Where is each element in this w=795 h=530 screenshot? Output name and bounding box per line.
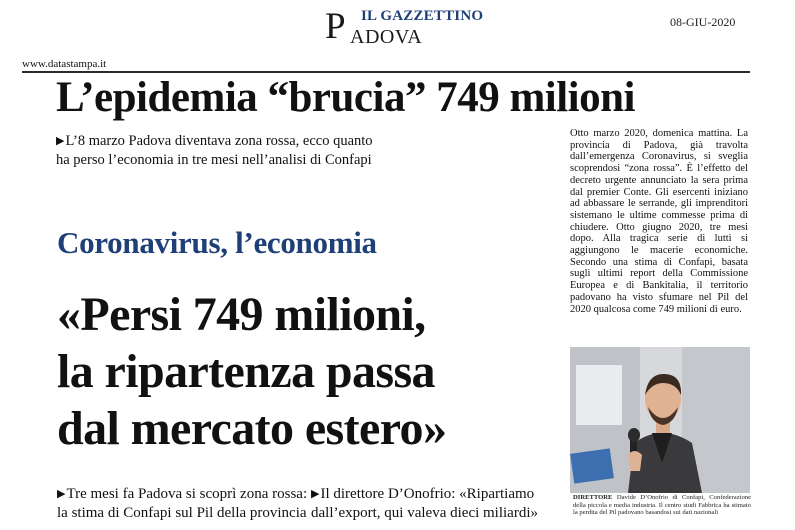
portrait-illustration — [570, 347, 750, 493]
bottom-right-line-1: Il direttore D’Onofrio: «Ripartiamo — [320, 486, 535, 502]
caption-text: Davide D’Onofrio di Confapi, Confederazione della piccola e media industria. Il centro studi Fabbrica ha stimato la perdita del Pil padovano basandosi sui dati nazionali — [573, 494, 751, 517]
quote-title-line-3: dal mercato estero» — [57, 402, 447, 455]
bottom-teaser-left — [57, 485, 307, 523]
photo-caption — [573, 494, 751, 517]
quote-title-line-1: «Persi 749 milioni, — [57, 288, 426, 341]
source-url: www.datastampa.it — [22, 58, 107, 70]
portrait-photo — [570, 347, 750, 493]
bullet-arrow-icon: ▶ — [56, 135, 65, 147]
section-kicker: Coronavirus, l’economia — [57, 225, 377, 260]
bullet-arrow-icon: ▶ — [311, 488, 320, 500]
masthead-brand: IL GAZZETTINO — [361, 8, 484, 24]
masthead-city-initial: P — [325, 6, 346, 47]
publication-date: 08-GIU-2020 — [670, 15, 736, 29]
headline: L’epidemia “brucia” 749 milioni — [56, 74, 635, 121]
bottom-teaser-right — [311, 485, 538, 523]
bottom-left-line-2: la stima di Confapi sul Pil della provincia — [57, 505, 307, 521]
caption-label: DIRETTORE — [573, 494, 613, 501]
quote-title-line-2: la ripartenza passa — [57, 345, 435, 398]
subhead-line-2: ha perso l’economia in tre mesi nell’analisi di Confapi — [56, 152, 372, 168]
bottom-left-line-1: Tre mesi fa Padova si scoprì zona rossa: — [66, 486, 308, 502]
subhead — [56, 132, 526, 170]
bullet-arrow-icon: ▶ — [57, 488, 66, 500]
bottom-right-line-2: dall’export, qui valeva dieci miliardi» — [311, 505, 539, 521]
quote-title — [57, 286, 446, 457]
subhead-line-1: L’8 marzo Padova diventava zona rossa, ecco quanto — [65, 133, 373, 149]
article-body: Otto marzo 2020, domenica mattina. La provincia di Padova, già travolta dall’emergenza Coronavirus, si sveglia scoprendosi “zona rossa”. È l’effetto del decreto urgente annunciato la sera prima dal premier Conte. Gli esercenti iniziano ad abbassare le serrande, gli imprenditori sistemano le ultime commesse prima di chiudere. Otto giugno 2020, tre mesi dopo. Alla tragica serie di lutti si aggiungono le macerie economiche. Secondo una stima di Confapi, basata sugli ultimi report della Commissione Europea e di Bankitalia, il territorio padovano ha visto sfumare nel Pil del 2020 qualcosa come 749 milioni di euro. — [570, 128, 748, 315]
masthead-city: ADOVA — [350, 26, 423, 48]
